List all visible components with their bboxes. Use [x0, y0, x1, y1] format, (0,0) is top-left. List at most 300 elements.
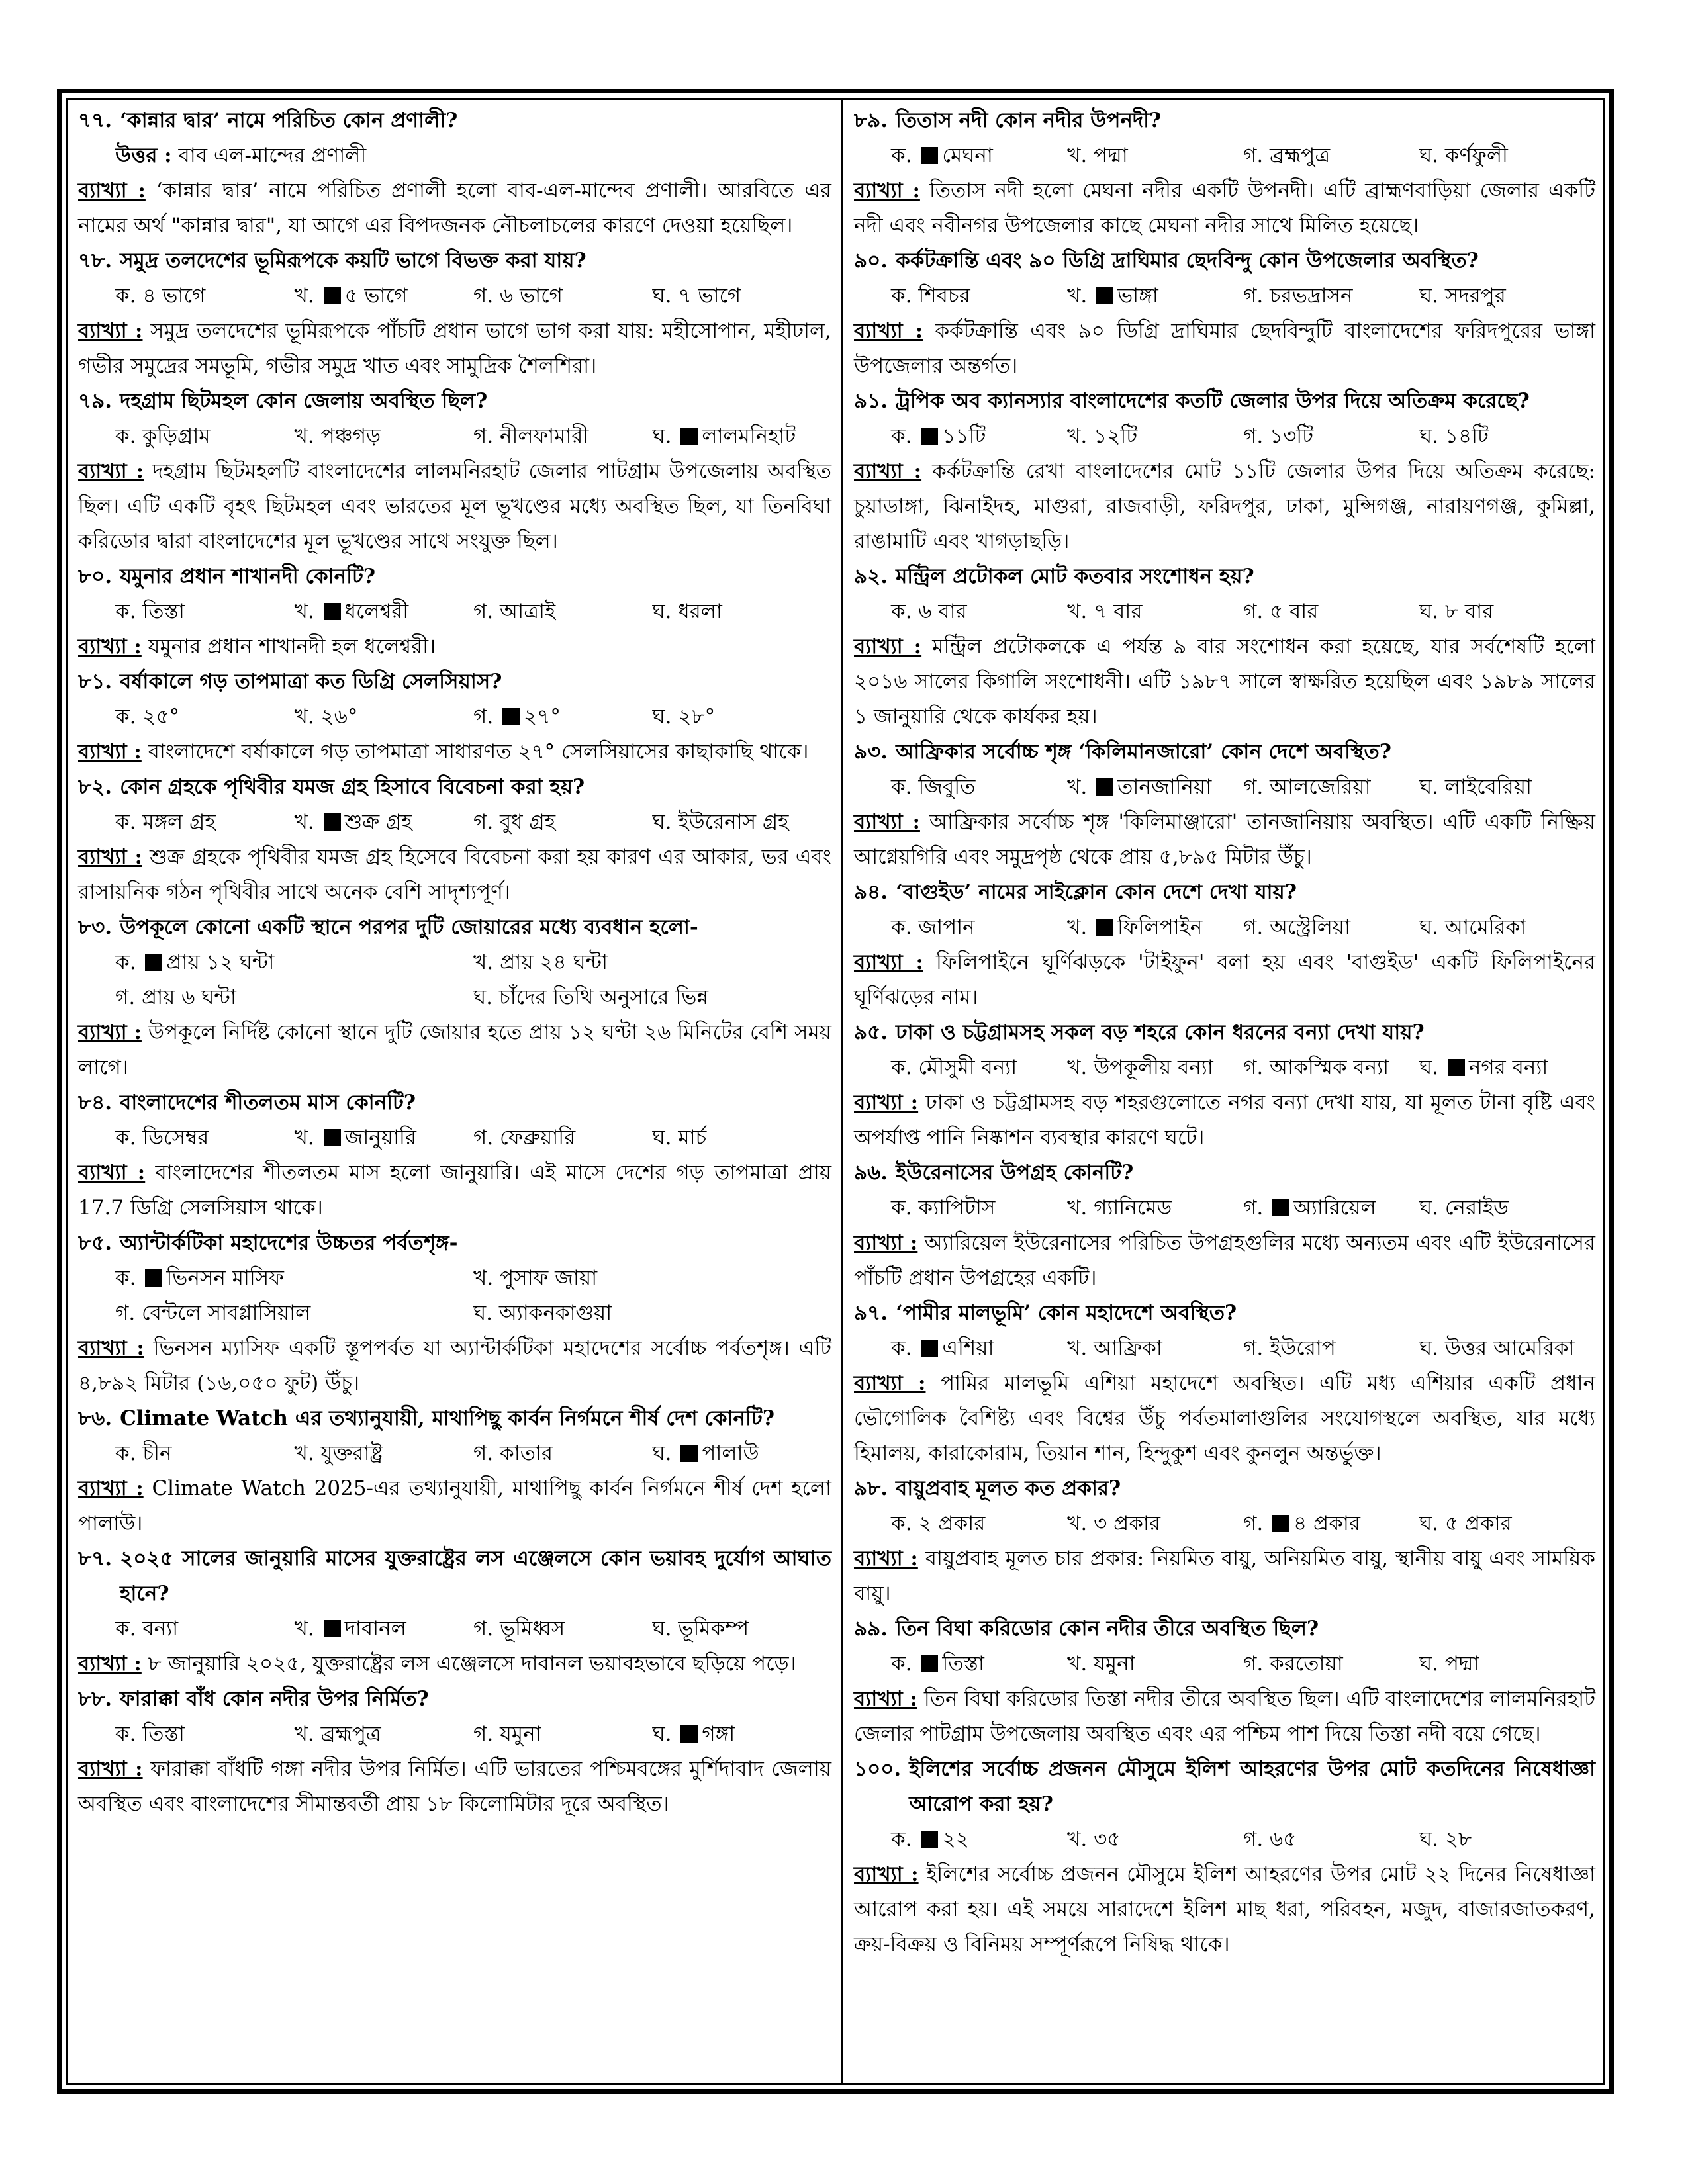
question-number: ১০০. [854, 1757, 902, 1781]
option [295, 1436, 474, 1471]
option-text: ৬ ভাগে [500, 284, 563, 308]
correct-answer-marker [324, 1129, 341, 1146]
question-number: ৯৬. [854, 1161, 888, 1185]
question-text [896, 875, 1595, 910]
question-item [854, 559, 1595, 735]
correct-answer-marker [502, 708, 520, 725]
question-item [854, 1752, 1595, 1962]
correct-answer-marker [145, 954, 162, 971]
option-text: শিবচর [918, 284, 970, 308]
option-text: ৬ বার [918, 600, 967, 623]
question-number: ৯৮. [854, 1477, 888, 1500]
explanation-text: ইলিশের সর্বোচ্চ প্রজনন মৌসুমে ইলিশ আহরণের উপর মোট ২২ দিনের নিষেধাজ্ঞা আরোপ করা হয়। এই সময়ে সারাদেশে ইলিশ মাছ ধরা, পরিবহন, মজুদ, বাজারজাতকরণ, ক্রয়-বিক্রয় ও বিনিময় সম্পূর্ণরূপে নিষিদ্ধ থাকে। [854, 1862, 1595, 1956]
question-body: বাংলাদেশের শীতলতম মাস কোনটি? [120, 1091, 416, 1115]
option-prefix: ক. [891, 600, 919, 623]
option-text: জানুয়ারি [344, 1126, 416, 1150]
option-prefix: গ. [473, 1441, 500, 1465]
question-item [854, 875, 1595, 1015]
option-text: ২৭° [524, 705, 561, 729]
option-prefix: ঘ. [652, 1617, 679, 1641]
options-row [854, 138, 1595, 173]
option [295, 419, 474, 454]
option-text: করতোয়া [1270, 1652, 1343, 1676]
option-text: গ্যানিমেড [1094, 1196, 1172, 1220]
options-row [854, 910, 1595, 945]
correct-answer-marker [324, 287, 341, 304]
option-prefix: গ. [473, 284, 500, 308]
option-text: ২৬° [320, 705, 358, 729]
option [653, 700, 832, 735]
question-line [854, 559, 1595, 594]
option-text: আমেরিকা [1444, 915, 1526, 939]
question-number: ৮৫. [78, 1231, 113, 1255]
option [1243, 770, 1419, 805]
question-body: কর্কটক্রান্তি এবং ৯০ ডিগ্রি দ্রাঘিমার ছেদবিন্দু কোন উপজেলার অবস্থিত? [896, 249, 1479, 273]
option-text: শুক্র গ্রহ [344, 810, 412, 834]
option [891, 1506, 1067, 1541]
option-text: যমুনা [500, 1722, 541, 1746]
option-prefix: খ. [1067, 1652, 1094, 1676]
question-number: ৭৮. [78, 249, 113, 273]
option [653, 805, 832, 840]
correct-answer-marker [324, 1620, 341, 1637]
option-prefix: ঘ. [1419, 600, 1445, 623]
question-line [78, 664, 831, 700]
option-prefix: ক. [891, 915, 919, 939]
question-body: যমুনার প্রধান শাখানদী কোনটি? [120, 565, 376, 588]
option-text: ভূমিকম্প [678, 1617, 749, 1641]
option-prefix: গ. [473, 705, 500, 729]
option-prefix: ক. [115, 284, 143, 308]
explanation [854, 1541, 1595, 1612]
explanation-text: মন্ট্রিল প্রটোকলকে এ পর্যন্ত ৯ বার সংশোধন করা হয়েছে, যার সর্বশেষটি হলো ২০১৬ সালের কিগালি সংশোধনী। এটি ১৯৮৭ সালে স্বাক্ষরিত হয়েছিল এবং ১৯৮৯ সালের ১ জানুয়ারি থেকে কার্যকর হয়। [854, 635, 1596, 729]
question-line [854, 103, 1595, 138]
options-row [854, 1191, 1595, 1226]
option [1419, 1050, 1595, 1085]
option [891, 910, 1067, 945]
option-text: আকস্মিক বন্যা [1270, 1056, 1389, 1079]
option-prefix: খ. [294, 1617, 321, 1641]
question-body: ‘পামীর মালভূমি’ কোন মহাদেশে অবস্থিত? [896, 1301, 1237, 1325]
explanation-text: যমুনার প্রধান শাখানদী হল ধলেশ্বরী। [148, 635, 436, 659]
explanation [78, 454, 831, 559]
option [473, 1436, 653, 1471]
option-prefix: ঘ. [1419, 1652, 1445, 1676]
question-text [120, 384, 831, 419]
option [1419, 770, 1595, 805]
explanation [78, 314, 831, 384]
question-text [896, 384, 1595, 419]
explanation [78, 1156, 831, 1226]
explanation-label: ব্যাখ্যা : [854, 1371, 926, 1395]
option [1067, 279, 1243, 314]
explanation [78, 1471, 831, 1541]
option [115, 805, 295, 840]
option-text: এশিয়া [942, 1336, 994, 1360]
question-item [78, 103, 831, 244]
option-prefix: খ. [294, 1126, 321, 1150]
option-text: ৪ ভাগে [142, 284, 206, 308]
explanation-label: ব্যাখ্যা : [78, 459, 144, 483]
option-text: জাপান [918, 915, 975, 939]
correct-answer-marker [1272, 1199, 1289, 1216]
question-text [896, 1015, 1595, 1050]
question-line [78, 910, 831, 945]
option-prefix: ক. [115, 705, 143, 729]
question-line [854, 1296, 1595, 1331]
option-prefix: ক. [891, 1827, 919, 1851]
question-line [78, 1085, 831, 1120]
option [1419, 1506, 1595, 1541]
correct-answer-marker [1448, 1059, 1465, 1076]
option [653, 1717, 832, 1752]
options-row [854, 594, 1595, 629]
option-prefix: খ. [473, 950, 500, 974]
option-prefix: খ. [1067, 915, 1094, 939]
option [1067, 910, 1243, 945]
option [891, 138, 1067, 173]
question-body: ২০২৫ সালের জানুয়ারি মাসের যুক্তরাষ্ট্রের লস এঞ্জেলসে কোন ভয়াবহ দুর্যোগ আঘাত হানে? [120, 1547, 831, 1606]
option-prefix: গ. [1243, 144, 1270, 167]
explanation [854, 805, 1595, 875]
option-text: গঙ্গা [702, 1722, 735, 1746]
option-prefix: গ. [115, 985, 142, 1009]
option [295, 279, 474, 314]
question-body: অ্যান্টার্কটিকা মহাদেশের উচ্চতর পর্বতশৃঙ্গ- [120, 1231, 458, 1255]
option-text: ২৮ [1444, 1827, 1472, 1851]
option-prefix: গ. [1243, 775, 1270, 799]
question-text [120, 910, 831, 945]
explanation-text: কর্কটক্রান্তি রেখা বাংলাদেশের মোট ১১টি জেলার উপর দিয়ে অতিক্রম করেছে: চুয়াডাঙ্গা, ঝিনাইদহ, মাগুরা, রাজবাড়ী, ফরিদপুর, ঢাকা, মুন্সিগঞ্জ, নারায়ণগঞ্জ, কুমিল্লা, রাঙামাটি এবং খাগড়াছড়ি। [854, 459, 1595, 553]
option-text: ফিলিপাইন [1117, 915, 1203, 939]
question-item [854, 735, 1595, 875]
option-text: তিস্তা [142, 1722, 185, 1746]
option-text: ১৩টি [1270, 424, 1314, 448]
option-text: ২২ [942, 1827, 969, 1851]
option-text: ৪ প্রকার [1293, 1512, 1360, 1535]
question-line [854, 735, 1595, 770]
question-number: ৯৩. [854, 740, 888, 764]
question-text [120, 1401, 831, 1436]
option-prefix: ঘ. [652, 810, 679, 834]
option [1419, 279, 1595, 314]
question-text [120, 664, 831, 700]
question-text [896, 1612, 1595, 1647]
option [115, 1296, 473, 1331]
option-text: ৫ ভাগে [344, 284, 408, 308]
explanation-label: ব্যাখ্যা : [78, 740, 142, 764]
option-text: কাতার [500, 1441, 553, 1465]
explanation [78, 840, 831, 910]
question-number: ৯১. [854, 389, 888, 413]
option [1243, 1822, 1419, 1857]
option-text: ৭ বার [1094, 600, 1143, 623]
options-row [854, 770, 1595, 805]
question-line [78, 559, 831, 594]
question-item [854, 1015, 1595, 1156]
explanation-label: ব্যাখ্যা : [78, 1477, 144, 1500]
question-text [896, 1156, 1595, 1191]
option-prefix: ঘ. [652, 600, 679, 623]
explanation-text: তিতাস নদী হলো মেঘনা নদীর একটি উপনদী। এটি ব্রাহ্মণবাড়িয়া জেলার একটি নদী এবং নবীনগর উপজেলার কাছে মেঘনা নদীর সাথে মিলিত হয়েছে। [854, 179, 1596, 238]
question-item [854, 103, 1595, 244]
option [1243, 910, 1419, 945]
option [473, 1612, 653, 1647]
option-text: লাইবেরিয়া [1444, 775, 1532, 799]
option [1419, 1822, 1595, 1857]
option [1067, 1331, 1243, 1366]
option-prefix: খ. [1067, 775, 1094, 799]
option-text: ৮ বার [1444, 600, 1494, 623]
option-prefix: গ. [1243, 915, 1270, 939]
option-text: প্রায় ৬ ঘন্টা [142, 985, 236, 1009]
option-text: ৩৫ [1094, 1827, 1121, 1851]
option-prefix: গ. [1243, 600, 1270, 623]
option-text: ২ প্রকার [918, 1512, 986, 1535]
explanation-text: ফিলিপাইনে ঘূর্ণিঝড়কে 'টাইফুন' বলা হয় এবং 'বাগুইড' একটি ফিলিপাইনের ঘূর্ণিঝড়ের নাম। [854, 950, 1595, 1009]
option-prefix: ঘ. [1419, 1196, 1445, 1220]
option-prefix: ক. [115, 1722, 143, 1746]
question-body: তিতাস নদী কোন নদীর উপনদী? [896, 109, 1162, 132]
correct-answer-marker [1272, 1515, 1289, 1532]
question-item [78, 559, 831, 664]
question-line [854, 1156, 1595, 1191]
explanation-label: ব্যাখ্যা : [854, 950, 923, 974]
right-column [854, 103, 1595, 1962]
option-text: ১৪টি [1444, 424, 1489, 448]
correct-answer-marker [921, 428, 938, 445]
option [473, 594, 653, 629]
option-prefix: ঘ. [473, 985, 499, 1009]
option-text: আত্রাই [500, 600, 556, 623]
question-line [78, 103, 831, 138]
option-prefix: খ. [1067, 1056, 1094, 1079]
explanation-text: ঢাকা ও চট্টগ্রামসহ বড় শহরগুলোতে নগর বন্যা দেখা যায়, যা মূলত টানা বৃষ্টি এবং অপর্যাপ্ত পানি নিষ্কাশন ব্যবস্থার কারণে ঘটে। [854, 1091, 1595, 1150]
option-text: মেঘনা [942, 144, 993, 167]
option [653, 594, 832, 629]
explanation-label: ব্যাখ্যা : [854, 635, 922, 659]
explanation-label: ব্যাখ্যা : [854, 1091, 919, 1115]
option-text: ক্যাপিটাস [918, 1196, 996, 1220]
option [473, 1261, 831, 1296]
explanation-text: অ্যারিয়েল ইউরেনাসের পরিচিত উপগ্রহগুলির মধ্যে অন্যতম এবং এটি ইউরেনাসের পাঁচটি প্রধান উপগ্রহের একটি। [854, 1231, 1595, 1290]
option-text: ৫ প্রকার [1444, 1512, 1512, 1535]
option [473, 279, 653, 314]
option-text: যুক্তরাষ্ট্র [320, 1441, 383, 1465]
option-text: উপকূলীয় বন্যা [1094, 1056, 1213, 1079]
explanation-label: ব্যাখ্যা : [854, 810, 920, 834]
explanation [78, 1331, 831, 1401]
option-prefix: ক. [115, 600, 143, 623]
explanation-label: ব্যাখ্যা : [78, 845, 142, 869]
option [653, 1436, 832, 1471]
option-text: উত্তর আমেরিকা [1444, 1336, 1575, 1360]
explanation [854, 945, 1595, 1015]
option-text: চীন [142, 1441, 172, 1465]
option [891, 279, 1067, 314]
option [115, 279, 295, 314]
question-body: ঢাকা ও চট্টগ্রামসহ সকল বড় শহরে কোন ধরনের বন্যা দেখা যায়? [896, 1021, 1425, 1044]
option [473, 980, 831, 1015]
option [1067, 1822, 1243, 1857]
question-body: দহগ্রাম ছিটমহল কোন জেলায় অবস্থিত ছিল? [120, 389, 488, 413]
question-item [78, 1401, 831, 1541]
option-text: ৩ প্রকার [1094, 1512, 1160, 1535]
explanation [854, 1226, 1595, 1296]
question-text [896, 1296, 1595, 1331]
explanation [854, 173, 1595, 244]
question-text [896, 559, 1595, 594]
correct-answer-marker [680, 1725, 698, 1743]
question-number: ৮২. [78, 775, 113, 799]
options-row [854, 419, 1595, 454]
option-prefix: ক. [115, 1441, 143, 1465]
option-text: ৬৫ [1270, 1827, 1297, 1851]
option-prefix: ক. [115, 810, 143, 834]
option-prefix: ক. [115, 950, 143, 974]
question-body: তিন বিঘা করিডোর কোন নদীর তীরে অবস্থিত ছিল? [896, 1617, 1319, 1641]
option-text: ১২টি [1094, 424, 1138, 448]
question-text [120, 1682, 831, 1717]
option-text: ইউরোপ [1270, 1336, 1336, 1360]
question-number: ৮৭. [78, 1547, 113, 1570]
question-item [854, 384, 1595, 559]
question-line [854, 384, 1595, 419]
explanation-text: পামির মালভূমি এশিয়া মহাদেশে অবস্থিত। এটি মধ্য এশিয়ার একটি প্রধান ভৌগোলিক বৈশিষ্ট্য এবং বিশ্বের উঁচু পর্বতমালাগুলির সংযোগস্থলে অবস্থিত, যার মধ্যে হিমালয়, কারাকোরাম, তিয়ান শান, হিন্দুকুশ এবং কুনলুন অন্তর্ভুক্ত। [854, 1371, 1596, 1465]
question-text [120, 1541, 831, 1612]
correct-answer-marker [921, 147, 938, 164]
option [891, 1331, 1067, 1366]
option [295, 805, 474, 840]
question-text [120, 103, 831, 138]
explanation-text: ভিনসন ম্যাসিফ একটি স্তূপপর্বত যা অ্যান্টার্কটিকা মহাদেশের সর্বোচ্চ পর্বতশৃঙ্গ। এটি ৪,৮৯২ মিটার (১৬,০৫০ ফুট) উঁচু। [78, 1336, 831, 1395]
question-item [854, 244, 1595, 384]
option-prefix: ক. [891, 144, 919, 167]
question-number: ৯৭. [854, 1301, 888, 1325]
options-row [78, 1120, 831, 1156]
option-prefix: ক. [115, 1617, 143, 1641]
option-prefix: গ. [1243, 1827, 1270, 1851]
option-text: ৭ ভাগে [678, 284, 741, 308]
option-text: দাবানল [344, 1617, 406, 1641]
options-row [854, 279, 1595, 314]
correct-answer-marker [921, 1831, 938, 1848]
correct-answer-marker [324, 813, 341, 831]
option-text: পদ্মা [1444, 1652, 1479, 1676]
option [1067, 594, 1243, 629]
options-row [78, 1261, 831, 1296]
option-text: প্রায় ২৪ ঘন্টা [500, 950, 608, 974]
explanation-label: ব্যাখ্যা : [78, 1336, 144, 1360]
correct-answer-marker [1096, 778, 1113, 796]
option [295, 1612, 474, 1647]
option-prefix: ক. [891, 1336, 919, 1360]
options-row [78, 419, 831, 454]
question-line [854, 1471, 1595, 1506]
option-prefix: খ. [294, 1722, 321, 1746]
option-text: মৌসুমী বন্যা [918, 1056, 1017, 1079]
option [1419, 138, 1595, 173]
explanation-text: বাংলাদেশে বর্ষাকালে গড় তাপমাত্রা সাধারণত ২৭° সেলসিয়াসের কাছাকাছি থাকে। [148, 740, 809, 764]
explanation-label: ব্যাখ্যা : [78, 635, 142, 659]
question-number: ৭৯. [78, 389, 113, 413]
question-line [854, 1752, 1595, 1822]
option-text: পদ্মা [1094, 144, 1128, 167]
option-text: লালমনিহাট [702, 424, 796, 448]
option [473, 1717, 653, 1752]
options-row [854, 1822, 1595, 1857]
option-prefix: খ. [1067, 1336, 1094, 1360]
question-number: ৯৫. [854, 1021, 888, 1044]
explanation-label: ব্যাখ্যা : [854, 1231, 918, 1255]
question-text [896, 735, 1595, 770]
option [1067, 1506, 1243, 1541]
options-row [854, 1647, 1595, 1682]
column-divider [841, 98, 843, 2085]
options-row [78, 1296, 831, 1331]
question-line [854, 1612, 1595, 1647]
option-prefix: গ. [1243, 1056, 1270, 1079]
question-item [78, 770, 831, 910]
question-latin-text: Climate Watch [120, 1406, 288, 1430]
question-body: বায়ুপ্রবাহ মূলত কত প্রকার? [896, 1477, 1121, 1500]
correct-answer-marker [1096, 919, 1113, 936]
explanation-text: ফারাক্কা বাঁধটি গঙ্গা নদীর উপর নির্মিত। এটি ভারতের পশ্চিমবঙ্গের মুর্শিদাবাদ জেলায় অবস্থিত এবং বাংলাদেশের সীমান্তবর্তী প্রায় ১৮ কিলোমিটার দূরে অবস্থিত। [78, 1757, 831, 1816]
explanation-label: ব্যাখ্যা : [854, 1687, 917, 1711]
explanation-text: বাংলাদেশের শীতলতম মাস হলো জানুয়ারি। এই মাসে দেশের গড় তাপমাত্রা প্রায় 17.7 ডিগ্রি সেলসিয়াস থাকে। [78, 1161, 832, 1220]
explanation-label: ব্যাখ্যা : [854, 1862, 919, 1886]
option-text: নীলফামারী [500, 424, 589, 448]
explanation [854, 1366, 1595, 1471]
option [1419, 594, 1595, 629]
option-text: অস্ট্রেলিয়া [1270, 915, 1351, 939]
question-body: আফ্রিকার সর্বোচ্চ শৃঙ্গ ‘কিলিমানজারো’ কোন দেশে অবস্থিত? [896, 740, 1391, 764]
option-text: ব্রহ্মপুত্র [320, 1722, 381, 1746]
question-text [896, 1471, 1595, 1506]
question-item [78, 910, 831, 1085]
option [1243, 419, 1419, 454]
option-prefix: ক. [891, 284, 919, 308]
option-prefix: ক. [891, 1652, 919, 1676]
question-number: ৮৪. [78, 1091, 113, 1115]
option-prefix: ক. [115, 1266, 143, 1290]
option-prefix: ঘ. [1419, 424, 1445, 448]
question-body: বর্ষাকালে গড় তাপমাত্রা কত ডিগ্রি সেলসিয়াস? [120, 670, 502, 694]
option-prefix: ঘ. [652, 1722, 679, 1746]
option-prefix: ঘ. [652, 705, 679, 729]
question-item [854, 1471, 1595, 1612]
option-text: তিস্তা [942, 1652, 984, 1676]
question-text [120, 244, 831, 279]
question-text [120, 1085, 831, 1120]
option [891, 594, 1067, 629]
answer-label: উত্তর : [115, 144, 172, 167]
question-line [854, 1015, 1595, 1050]
explanation-text: Climate Watch 2025-এর তথ্যানুযায়ী, মাথাপিছু কার্বন নির্গমনে শীর্ষ দেশ হলো পালাউ। [78, 1477, 832, 1535]
option [1419, 1647, 1595, 1682]
option-prefix: ঘ. [652, 1441, 679, 1465]
options-row [854, 1506, 1595, 1541]
explanation [78, 1752, 831, 1822]
option-prefix: গ. [115, 1301, 142, 1325]
options-row [78, 1436, 831, 1471]
option [1243, 594, 1419, 629]
question-line [854, 244, 1595, 279]
options-row [78, 594, 831, 629]
option-text: যমুনা [1094, 1652, 1135, 1676]
explanation-text: সমুদ্র তলদেশের ভূমিরূপকে পাঁচটি প্রধান ভাগে ভাগ করা যায়: মহীসোপান, মহীঢাল, গভীর সমুদ্রের সমভূমি, গভীর সমুদ্র খাত এবং সামুদ্রিক শৈলশিরা। [78, 319, 832, 378]
option-text: কর্ণফুলী [1444, 144, 1508, 167]
